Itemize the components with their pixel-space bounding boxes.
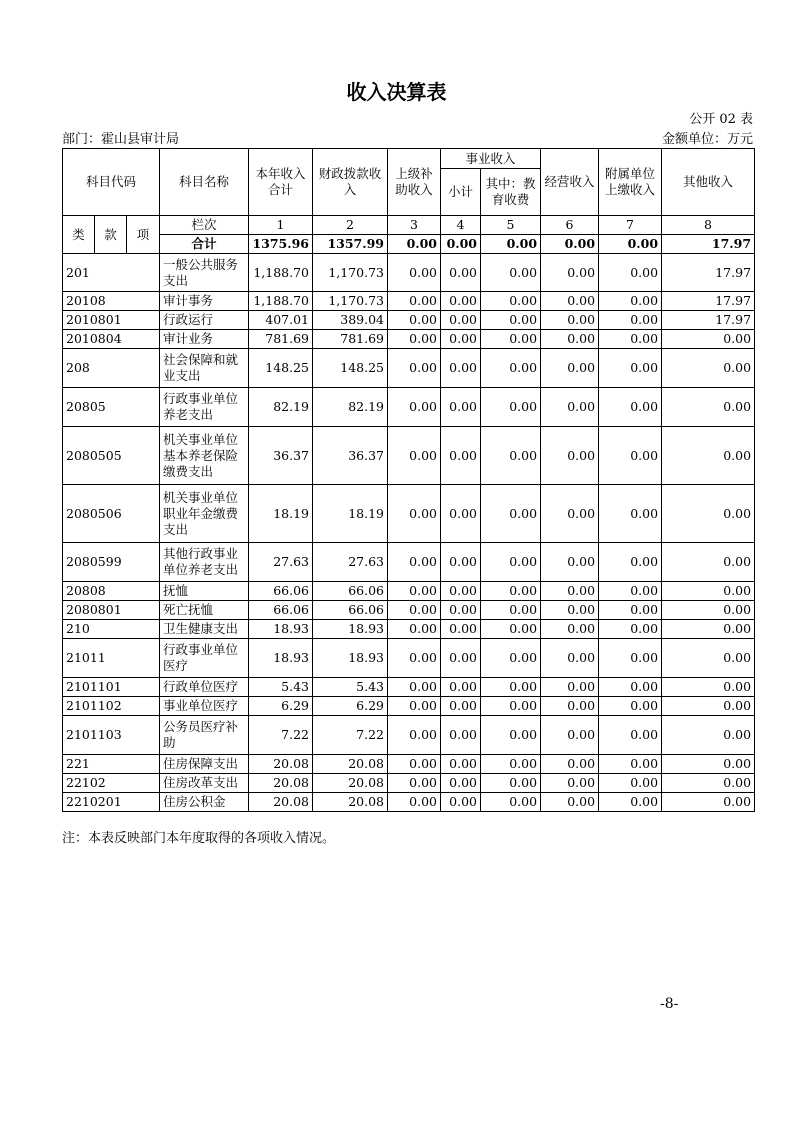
value-cell-5: 0.00 bbox=[481, 697, 541, 716]
table-row bbox=[63, 388, 755, 427]
value-cell-1: 20.08 bbox=[249, 755, 313, 774]
subject-name-cell: 其他行政事业单位养老支出 bbox=[160, 543, 249, 582]
value-cell-6: 0.00 bbox=[541, 678, 599, 697]
table-row bbox=[63, 582, 755, 601]
value-cell-8: 17.97 bbox=[662, 311, 755, 330]
value-cell-8: 0.00 bbox=[662, 678, 755, 697]
value-cell-7: 0.00 bbox=[599, 716, 662, 755]
table-row bbox=[63, 793, 755, 812]
subject-code-cell: 2101103 bbox=[63, 716, 160, 755]
value-cell-5: 0.00 bbox=[481, 774, 541, 793]
value-cell-2: 18.93 bbox=[313, 639, 388, 678]
value-cell-6: 0.00 bbox=[541, 311, 599, 330]
subject-name-cell: 住房保障支出 bbox=[160, 755, 249, 774]
value-cell-3: 0.00 bbox=[388, 427, 441, 485]
value-cell-7: 0.00 bbox=[599, 543, 662, 582]
total-v8: 17.97 bbox=[662, 235, 755, 254]
value-cell-5: 0.00 bbox=[481, 427, 541, 485]
subject-code-cell: 2080505 bbox=[63, 427, 160, 485]
table-row bbox=[63, 620, 755, 639]
header-business: 事业收入 bbox=[441, 149, 541, 169]
subject-name-cell: 卫生健康支出 bbox=[160, 620, 249, 639]
total-v2: 1357.99 bbox=[313, 235, 388, 254]
value-cell-1: 18.93 bbox=[249, 620, 313, 639]
value-cell-2: 20.08 bbox=[313, 755, 388, 774]
total-v5: 0.00 bbox=[481, 235, 541, 254]
value-cell-2: 82.19 bbox=[313, 388, 388, 427]
value-cell-7: 0.00 bbox=[599, 485, 662, 543]
value-cell-5: 0.00 bbox=[481, 582, 541, 601]
value-cell-7: 0.00 bbox=[599, 601, 662, 620]
col-index-6: 6 bbox=[541, 216, 599, 235]
col-index-7: 7 bbox=[599, 216, 662, 235]
value-cell-4: 0.00 bbox=[441, 716, 481, 755]
value-cell-5: 0.00 bbox=[481, 620, 541, 639]
value-cell-1: 36.37 bbox=[249, 427, 313, 485]
value-cell-8: 0.00 bbox=[662, 620, 755, 639]
value-cell-4: 0.00 bbox=[441, 678, 481, 697]
value-cell-4: 0.00 bbox=[441, 388, 481, 427]
header-subtotal: 小计 bbox=[441, 169, 481, 216]
total-v6: 0.00 bbox=[541, 235, 599, 254]
value-cell-7: 0.00 bbox=[599, 292, 662, 311]
value-cell-4: 0.00 bbox=[441, 697, 481, 716]
value-cell-3: 0.00 bbox=[388, 755, 441, 774]
subject-name-cell: 事业单位医疗 bbox=[160, 697, 249, 716]
value-cell-2: 66.06 bbox=[313, 582, 388, 601]
value-cell-1: 781.69 bbox=[249, 330, 313, 349]
value-cell-2: 7.22 bbox=[313, 716, 388, 755]
value-cell-4: 0.00 bbox=[441, 330, 481, 349]
value-cell-4: 0.00 bbox=[441, 349, 481, 388]
table-row bbox=[63, 774, 755, 793]
col-index-3: 3 bbox=[388, 216, 441, 235]
subject-name-cell: 行政单位医疗 bbox=[160, 678, 249, 697]
value-cell-3: 0.00 bbox=[388, 292, 441, 311]
value-cell-4: 0.00 bbox=[441, 254, 481, 292]
value-cell-7: 0.00 bbox=[599, 639, 662, 678]
value-cell-6: 0.00 bbox=[541, 755, 599, 774]
table-note: 注：本表反映部门本年度取得的各项收入情况。 bbox=[62, 831, 336, 846]
value-cell-5: 0.00 bbox=[481, 311, 541, 330]
value-cell-6: 0.00 bbox=[541, 639, 599, 678]
value-cell-4: 0.00 bbox=[441, 620, 481, 639]
header-lei: 类 bbox=[63, 216, 95, 254]
table-row bbox=[63, 254, 755, 292]
total-v1: 1375.96 bbox=[249, 235, 313, 254]
value-cell-4: 0.00 bbox=[441, 292, 481, 311]
value-cell-8: 17.97 bbox=[662, 292, 755, 311]
value-cell-5: 0.00 bbox=[481, 639, 541, 678]
subject-code-cell: 2080506 bbox=[63, 485, 160, 543]
value-cell-7: 0.00 bbox=[599, 755, 662, 774]
value-cell-8: 0.00 bbox=[662, 639, 755, 678]
value-cell-1: 18.19 bbox=[249, 485, 313, 543]
value-cell-8: 17.97 bbox=[662, 254, 755, 292]
value-cell-3: 0.00 bbox=[388, 388, 441, 427]
value-cell-7: 0.00 bbox=[599, 349, 662, 388]
value-cell-8: 0.00 bbox=[662, 601, 755, 620]
header-subject-code: 科目代码 bbox=[63, 149, 160, 216]
header-total-income: 本年收入合计 bbox=[249, 149, 313, 216]
value-cell-4: 0.00 bbox=[441, 774, 481, 793]
value-cell-7: 0.00 bbox=[599, 254, 662, 292]
table-row bbox=[63, 543, 755, 582]
value-cell-3: 0.00 bbox=[388, 330, 441, 349]
value-cell-3: 0.00 bbox=[388, 601, 441, 620]
value-cell-3: 0.00 bbox=[388, 774, 441, 793]
total-v3: 0.00 bbox=[388, 235, 441, 254]
value-cell-3: 0.00 bbox=[388, 639, 441, 678]
value-cell-4: 0.00 bbox=[441, 543, 481, 582]
value-cell-1: 407.01 bbox=[249, 311, 313, 330]
value-cell-5: 0.00 bbox=[481, 678, 541, 697]
table-row bbox=[63, 678, 755, 697]
header-row-1 bbox=[63, 149, 755, 169]
col-index-5: 5 bbox=[481, 216, 541, 235]
value-cell-5: 0.00 bbox=[481, 388, 541, 427]
value-cell-8: 0.00 bbox=[662, 793, 755, 812]
subject-name-cell: 住房改革支出 bbox=[160, 774, 249, 793]
value-cell-2: 389.04 bbox=[313, 311, 388, 330]
value-cell-1: 82.19 bbox=[249, 388, 313, 427]
table-row bbox=[63, 349, 755, 388]
subject-code-cell: 2080801 bbox=[63, 601, 160, 620]
subject-name-cell: 行政事业单位养老支出 bbox=[160, 388, 249, 427]
value-cell-5: 0.00 bbox=[481, 755, 541, 774]
value-cell-1: 20.08 bbox=[249, 774, 313, 793]
header-operating: 经营收入 bbox=[541, 149, 599, 216]
value-cell-1: 66.06 bbox=[249, 601, 313, 620]
value-cell-3: 0.00 bbox=[388, 678, 441, 697]
table-row bbox=[63, 311, 755, 330]
value-cell-8: 0.00 bbox=[662, 349, 755, 388]
value-cell-6: 0.00 bbox=[541, 427, 599, 485]
value-cell-6: 0.00 bbox=[541, 543, 599, 582]
total-v7: 0.00 bbox=[599, 235, 662, 254]
subject-name-cell: 住房公积金 bbox=[160, 793, 249, 812]
value-cell-7: 0.00 bbox=[599, 330, 662, 349]
value-cell-3: 0.00 bbox=[388, 620, 441, 639]
form-number: 公开 02 表 bbox=[689, 112, 753, 127]
value-cell-2: 6.29 bbox=[313, 697, 388, 716]
total-row bbox=[63, 235, 755, 254]
subject-code-cell: 208 bbox=[63, 349, 160, 388]
subject-code-cell: 221 bbox=[63, 755, 160, 774]
value-cell-5: 0.00 bbox=[481, 716, 541, 755]
value-cell-8: 0.00 bbox=[662, 716, 755, 755]
value-cell-5: 0.00 bbox=[481, 254, 541, 292]
value-cell-2: 781.69 bbox=[313, 330, 388, 349]
value-cell-8: 0.00 bbox=[662, 774, 755, 793]
value-cell-6: 0.00 bbox=[541, 793, 599, 812]
value-cell-8: 0.00 bbox=[662, 543, 755, 582]
value-cell-6: 0.00 bbox=[541, 349, 599, 388]
subject-name-cell: 机关事业单位职业年金缴费支出 bbox=[160, 485, 249, 543]
value-cell-1: 20.08 bbox=[249, 793, 313, 812]
subject-name-cell: 审计事务 bbox=[160, 292, 249, 311]
value-cell-5: 0.00 bbox=[481, 349, 541, 388]
subject-code-cell: 201 bbox=[63, 254, 160, 292]
value-cell-4: 0.00 bbox=[441, 311, 481, 330]
value-cell-7: 0.00 bbox=[599, 620, 662, 639]
value-cell-1: 148.25 bbox=[249, 349, 313, 388]
header-superior: 上级补助收入 bbox=[388, 149, 441, 216]
value-cell-2: 1,170.73 bbox=[313, 254, 388, 292]
subject-code-cell: 21011 bbox=[63, 639, 160, 678]
value-cell-6: 0.00 bbox=[541, 620, 599, 639]
value-cell-4: 0.00 bbox=[441, 793, 481, 812]
value-cell-5: 0.00 bbox=[481, 330, 541, 349]
value-cell-8: 0.00 bbox=[662, 697, 755, 716]
table-row bbox=[63, 601, 755, 620]
value-cell-3: 0.00 bbox=[388, 697, 441, 716]
subject-code-cell: 20108 bbox=[63, 292, 160, 311]
value-cell-6: 0.00 bbox=[541, 388, 599, 427]
value-cell-4: 0.00 bbox=[441, 427, 481, 485]
subject-code-cell: 2210201 bbox=[63, 793, 160, 812]
value-cell-3: 0.00 bbox=[388, 311, 441, 330]
subject-code-cell: 2080599 bbox=[63, 543, 160, 582]
value-cell-2: 5.43 bbox=[313, 678, 388, 697]
col-index-2: 2 bbox=[313, 216, 388, 235]
subject-name-cell: 社会保障和就业支出 bbox=[160, 349, 249, 388]
table-row bbox=[63, 485, 755, 543]
value-cell-2: 36.37 bbox=[313, 427, 388, 485]
value-cell-2: 27.63 bbox=[313, 543, 388, 582]
table-row bbox=[63, 639, 755, 678]
value-cell-7: 0.00 bbox=[599, 774, 662, 793]
table-row bbox=[63, 427, 755, 485]
subject-name-cell: 机关事业单位基本养老保险缴费支出 bbox=[160, 427, 249, 485]
value-cell-7: 0.00 bbox=[599, 697, 662, 716]
value-cell-5: 0.00 bbox=[481, 543, 541, 582]
col-index-8: 8 bbox=[662, 216, 755, 235]
subject-code-cell: 210 bbox=[63, 620, 160, 639]
value-cell-8: 0.00 bbox=[662, 330, 755, 349]
value-cell-4: 0.00 bbox=[441, 601, 481, 620]
value-cell-6: 0.00 bbox=[541, 716, 599, 755]
value-cell-2: 66.06 bbox=[313, 601, 388, 620]
value-cell-6: 0.00 bbox=[541, 601, 599, 620]
value-cell-1: 7.22 bbox=[249, 716, 313, 755]
value-cell-5: 0.00 bbox=[481, 601, 541, 620]
subject-name-cell: 死亡抚恤 bbox=[160, 601, 249, 620]
header-xiang: 项 bbox=[127, 216, 160, 254]
table-row bbox=[63, 330, 755, 349]
subject-name-cell: 审计业务 bbox=[160, 330, 249, 349]
subject-code-cell: 2101101 bbox=[63, 678, 160, 697]
value-cell-5: 0.00 bbox=[481, 485, 541, 543]
subject-code-cell: 20805 bbox=[63, 388, 160, 427]
subject-name-cell: 公务员医疗补助 bbox=[160, 716, 249, 755]
value-cell-4: 0.00 bbox=[441, 582, 481, 601]
subject-code-cell: 2010801 bbox=[63, 311, 160, 330]
value-cell-1: 66.06 bbox=[249, 582, 313, 601]
subject-name-cell: 行政事业单位医疗 bbox=[160, 639, 249, 678]
value-cell-1: 6.29 bbox=[249, 697, 313, 716]
value-cell-1: 5.43 bbox=[249, 678, 313, 697]
table-row bbox=[63, 697, 755, 716]
value-cell-3: 0.00 bbox=[388, 543, 441, 582]
subject-name-cell: 抚恤 bbox=[160, 582, 249, 601]
header-other: 其他收入 bbox=[662, 149, 755, 216]
value-cell-4: 0.00 bbox=[441, 485, 481, 543]
value-cell-6: 0.00 bbox=[541, 292, 599, 311]
value-cell-6: 0.00 bbox=[541, 774, 599, 793]
value-cell-3: 0.00 bbox=[388, 485, 441, 543]
value-cell-8: 0.00 bbox=[662, 388, 755, 427]
value-cell-7: 0.00 bbox=[599, 582, 662, 601]
value-cell-2: 148.25 bbox=[313, 349, 388, 388]
value-cell-8: 0.00 bbox=[662, 427, 755, 485]
value-cell-1: 18.93 bbox=[249, 639, 313, 678]
value-cell-8: 0.00 bbox=[662, 582, 755, 601]
value-cell-6: 0.00 bbox=[541, 485, 599, 543]
value-cell-6: 0.00 bbox=[541, 254, 599, 292]
header-lanci: 栏次 bbox=[160, 216, 249, 235]
value-cell-7: 0.00 bbox=[599, 678, 662, 697]
value-cell-1: 1,188.70 bbox=[249, 292, 313, 311]
value-cell-1: 1,188.70 bbox=[249, 254, 313, 292]
value-cell-7: 0.00 bbox=[599, 427, 662, 485]
value-cell-6: 0.00 bbox=[541, 330, 599, 349]
value-cell-6: 0.00 bbox=[541, 697, 599, 716]
total-v4: 0.00 bbox=[441, 235, 481, 254]
value-cell-3: 0.00 bbox=[388, 793, 441, 812]
value-cell-3: 0.00 bbox=[388, 716, 441, 755]
col-index-1: 1 bbox=[249, 216, 313, 235]
value-cell-2: 1,170.73 bbox=[313, 292, 388, 311]
subject-code-cell: 20808 bbox=[63, 582, 160, 601]
unit-label: 金额单位：万元 bbox=[661, 132, 753, 147]
header-fiscal: 财政拨款收入 bbox=[313, 149, 388, 216]
page-title: 收入决算表 bbox=[346, 80, 447, 104]
value-cell-2: 18.19 bbox=[313, 485, 388, 543]
value-cell-2: 18.93 bbox=[313, 620, 388, 639]
value-cell-5: 0.00 bbox=[481, 292, 541, 311]
value-cell-4: 0.00 bbox=[441, 755, 481, 774]
subject-name-cell: 一般公共服务支出 bbox=[160, 254, 249, 292]
table-row bbox=[63, 755, 755, 774]
subject-code-cell: 22102 bbox=[63, 774, 160, 793]
value-cell-7: 0.00 bbox=[599, 388, 662, 427]
income-table bbox=[62, 148, 755, 812]
value-cell-2: 20.08 bbox=[313, 774, 388, 793]
value-cell-7: 0.00 bbox=[599, 311, 662, 330]
header-kuan: 款 bbox=[95, 216, 127, 254]
subject-name-cell: 行政运行 bbox=[160, 311, 249, 330]
page-number: -8- bbox=[660, 996, 679, 1012]
table-row bbox=[63, 716, 755, 755]
value-cell-8: 0.00 bbox=[662, 485, 755, 543]
value-cell-3: 0.00 bbox=[388, 254, 441, 292]
value-cell-5: 0.00 bbox=[481, 793, 541, 812]
value-cell-4: 0.00 bbox=[441, 639, 481, 678]
department-label: 部门：霍山县审计局 bbox=[62, 132, 180, 147]
value-cell-1: 27.63 bbox=[249, 543, 313, 582]
header-row-3 bbox=[63, 216, 755, 235]
value-cell-3: 0.00 bbox=[388, 582, 441, 601]
subject-code-cell: 2101102 bbox=[63, 697, 160, 716]
value-cell-2: 20.08 bbox=[313, 793, 388, 812]
total-label: 合计 bbox=[160, 235, 249, 254]
value-cell-3: 0.00 bbox=[388, 349, 441, 388]
value-cell-7: 0.00 bbox=[599, 793, 662, 812]
value-cell-8: 0.00 bbox=[662, 755, 755, 774]
table-row bbox=[63, 292, 755, 311]
col-index-4: 4 bbox=[441, 216, 481, 235]
header-education: 其中：教育收费 bbox=[481, 169, 541, 216]
header-affiliated: 附属单位上缴收入 bbox=[599, 149, 662, 216]
header-subject-name: 科目名称 bbox=[160, 149, 249, 216]
subject-code-cell: 2010804 bbox=[63, 330, 160, 349]
value-cell-6: 0.00 bbox=[541, 582, 599, 601]
